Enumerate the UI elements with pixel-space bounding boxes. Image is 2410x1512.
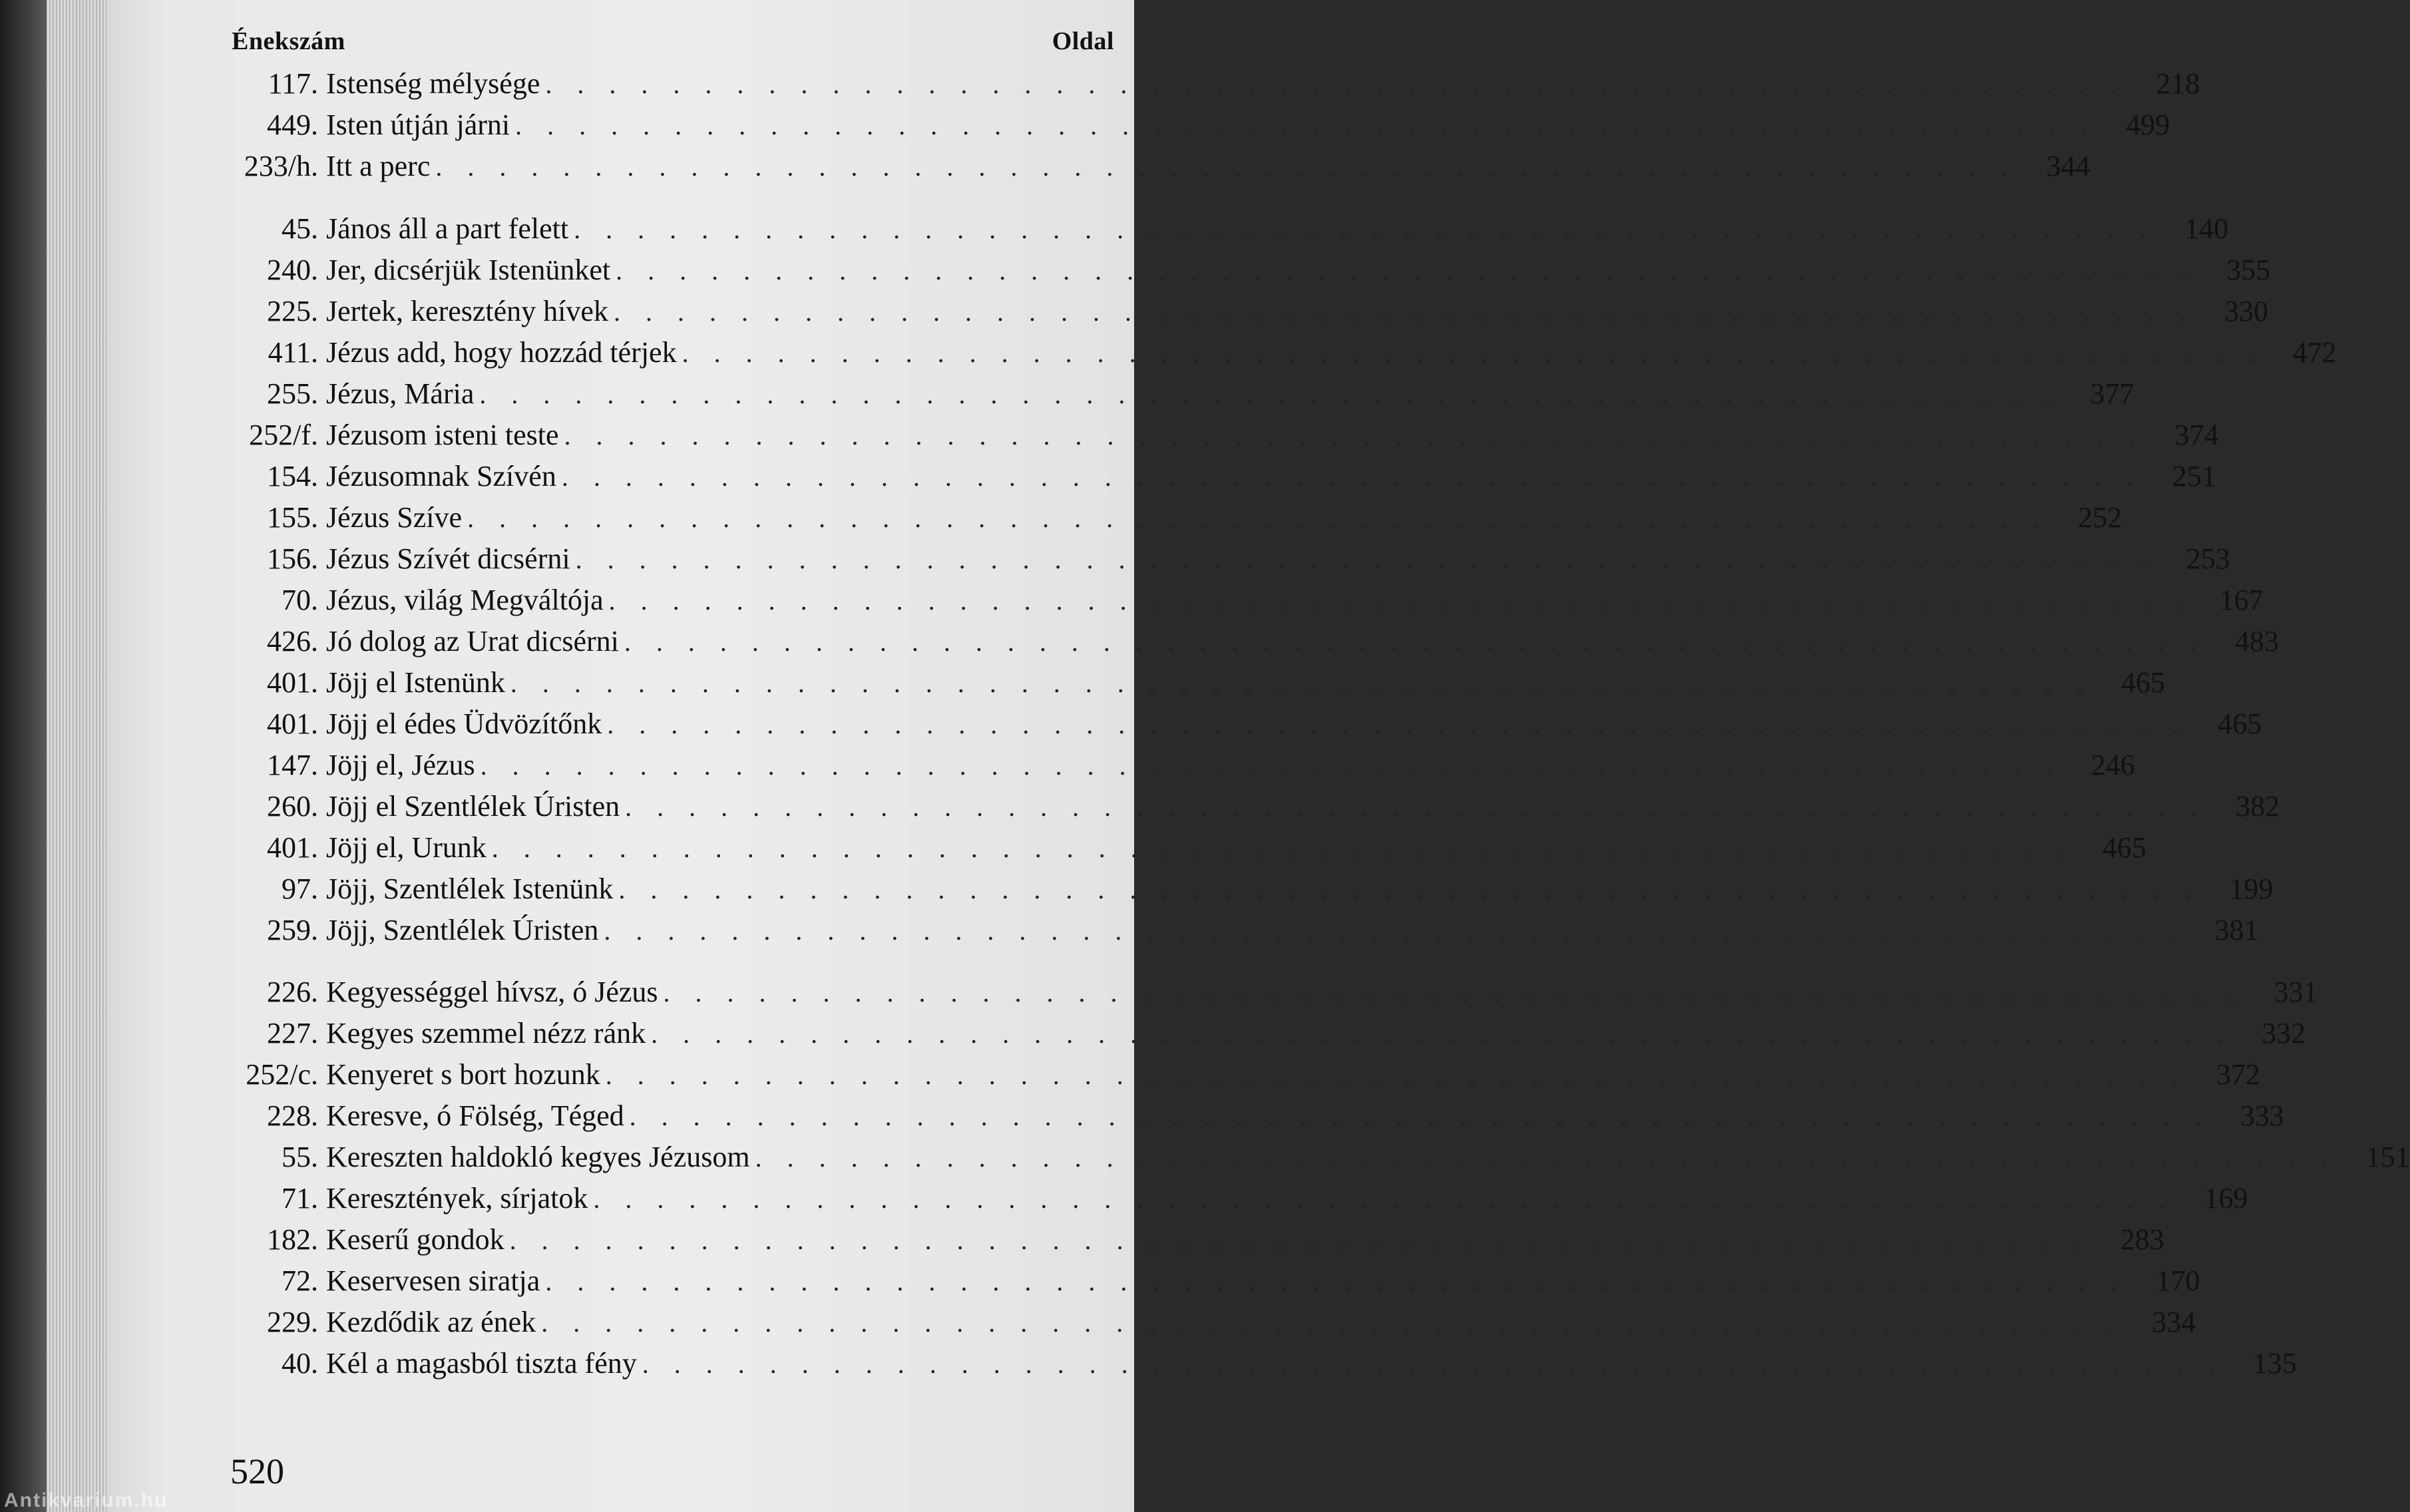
page-number: 465 [2218, 707, 2262, 740]
leader-dots [642, 1344, 2224, 1384]
page-number: 332 [2262, 1017, 2306, 1049]
song-title: Keserű gondok [326, 1223, 504, 1256]
index-entry [226, 457, 2216, 496]
song-number: 255. [267, 377, 318, 410]
leader-dots [479, 375, 2061, 415]
index-entry [226, 64, 2200, 104]
song-number: 97. [282, 872, 318, 905]
page-number: 199 [2229, 872, 2274, 905]
index-entry [226, 663, 2165, 703]
page-folio-number: 520 [230, 1451, 284, 1491]
leader-dots [625, 787, 2206, 827]
song-title: Jézusomnak Szívén [326, 460, 556, 492]
leader-dots [541, 1303, 2122, 1343]
song-title: Jöjj el édes Üdvözítőnk [326, 707, 602, 740]
leader-dots [545, 1262, 2126, 1302]
page-number: 372 [2216, 1058, 2260, 1091]
song-title: Kegyes szemmel nézz ránk [326, 1017, 646, 1049]
leader-dots [574, 210, 2155, 250]
leader-dots [593, 1179, 2174, 1219]
index-entry [226, 972, 2318, 1012]
page-number: 381 [2214, 914, 2259, 946]
page-number: 251 [2172, 460, 2216, 492]
song-title: Keresve, ó Fölség, Téged [326, 1099, 624, 1132]
song-number: 147. [267, 749, 318, 781]
leader-dots [435, 147, 2017, 187]
index-entry [226, 1302, 2196, 1342]
song-number: 71. [282, 1182, 318, 1215]
song-number: 401. [267, 666, 318, 699]
leader-dots [618, 870, 2200, 910]
index-entry [226, 622, 2279, 662]
song-title: Keresztények, sírjatok [326, 1182, 588, 1215]
index-entry [226, 209, 2229, 249]
song-number: 117. [268, 67, 318, 100]
song-number: 226. [267, 976, 318, 1008]
index-entry [226, 910, 2259, 950]
leader-dots [682, 333, 2264, 373]
leader-dots [664, 973, 2245, 1013]
page-number: 483 [2234, 625, 2279, 658]
song-number: 182. [267, 1223, 318, 1256]
song-number: 259. [267, 914, 318, 946]
song-title: Jézus Szíve [326, 501, 463, 534]
page-number: 472 [2292, 336, 2337, 369]
index-entry [226, 1179, 2248, 1219]
leader-dots [481, 746, 2062, 786]
song-number: 252/c. [246, 1058, 318, 1091]
page-number: 374 [2174, 419, 2219, 451]
song-title: János áll a part felett [326, 212, 569, 245]
song-title: Jöjj, Szentlélek Istenünk [326, 872, 614, 905]
song-title: Jöjj el, Urunk [326, 831, 487, 864]
index-entry [226, 374, 2134, 414]
leader-dots [492, 829, 2073, 868]
song-title: Isten útján járni [326, 108, 510, 141]
index-entry [226, 498, 2122, 538]
index-entry [226, 415, 2219, 455]
page-number: 330 [2224, 295, 2268, 327]
leader-dots [614, 292, 2195, 332]
song-title: Kegyességgel hívsz, ó Jézus [326, 976, 658, 1008]
song-title: Itt a perc [326, 150, 431, 182]
page-number: 333 [2240, 1099, 2284, 1132]
page-number: 252 [2078, 501, 2122, 534]
page-number: 140 [2184, 212, 2229, 245]
song-number: 70. [282, 584, 318, 616]
song-title: Jöjj el Istenünk [326, 666, 505, 699]
index-entry [226, 1096, 2284, 1136]
index-entry [226, 580, 2264, 620]
song-number: 225. [267, 295, 318, 327]
index-entry [226, 291, 2268, 331]
page-number: 344 [2046, 150, 2091, 182]
page-number: 499 [2126, 108, 2170, 141]
page-number: 283 [2120, 1223, 2164, 1256]
page-number: 382 [2236, 790, 2280, 823]
song-number: 154. [267, 460, 318, 492]
song-title: Kereszten haldokló kegyes Jézusom [326, 1141, 750, 1173]
song-number: 240. [267, 254, 318, 286]
page-number: 135 [2252, 1347, 2297, 1380]
song-title: Jézus Szívét dicsérni [326, 542, 570, 575]
song-title: Jöjj el Szentlélek Úristen [326, 790, 620, 823]
song-number: 72. [282, 1264, 318, 1297]
song-number: 449. [267, 108, 318, 141]
watermark: Antikvarium.hu [4, 1489, 168, 1511]
song-number: 40. [282, 1347, 318, 1380]
page-number: 355 [2226, 254, 2271, 286]
index-entry [226, 1344, 2297, 1384]
song-number: 401. [267, 831, 318, 864]
column-header-song-number: Énekszám [232, 27, 345, 55]
index-entry [226, 787, 2280, 827]
page-number: 151 [2365, 1141, 2410, 1173]
leader-dots [755, 1138, 2337, 1178]
page-number: 253 [2186, 542, 2230, 575]
song-title: Kezdődik az ének [326, 1306, 536, 1338]
song-title: Jöjj, Szentlélek Úristen [326, 914, 599, 946]
song-number: 156. [267, 542, 318, 575]
leader-dots [609, 581, 2190, 621]
song-title: Jöjj el, Jézus [326, 749, 475, 781]
index-entry [226, 828, 2146, 868]
song-title: Jer, dicsérjük Istenünket [326, 254, 611, 286]
page-number: 331 [2274, 976, 2318, 1008]
song-title: Jertek, keresztény hívek [326, 295, 608, 327]
leader-dots [562, 457, 2143, 497]
song-number: 233/h. [244, 150, 318, 182]
leader-dots [510, 663, 2092, 703]
song-title: Jó dolog az Urat dicsérni [326, 625, 619, 658]
page-number: 170 [2156, 1264, 2200, 1297]
page-number: 246 [2091, 749, 2135, 781]
index-entry [226, 1137, 2410, 1177]
song-number: 227. [267, 1017, 318, 1049]
index-entry [226, 704, 2262, 744]
song-number: 426. [267, 625, 318, 658]
song-title: Keservesen siratja [326, 1264, 540, 1297]
index-entry [226, 1014, 2306, 1053]
leader-dots [510, 1221, 2091, 1260]
page-edges [47, 0, 106, 1512]
song-number: 228. [267, 1099, 318, 1132]
index-entry [226, 250, 2271, 290]
leader-dots [616, 251, 2197, 291]
song-number: 252/f. [249, 419, 318, 451]
song-title: Jézus, Mária [326, 377, 475, 410]
leader-dots [515, 106, 2097, 146]
index-entry [226, 105, 2170, 145]
book-spine [0, 0, 47, 1512]
song-title: Jézus, világ Megváltója [326, 584, 604, 616]
page-number: 334 [2152, 1306, 2196, 1338]
leader-dots [576, 540, 2157, 580]
index-entry [226, 1220, 2164, 1260]
song-title: Kenyeret s bort hozunk [326, 1058, 600, 1091]
song-number: 260. [267, 790, 318, 823]
book-page [106, 0, 2410, 1512]
leader-dots [624, 622, 2206, 662]
page-number: 169 [2204, 1182, 2248, 1215]
leader-dots [630, 1097, 2211, 1137]
song-title: Kél a magasból tiszta fény [326, 1347, 637, 1380]
page-number: 167 [2219, 584, 2264, 616]
song-title: Jézus add, hogy hozzád térjek [326, 336, 677, 369]
leader-dots [651, 1014, 2232, 1054]
page-number: 218 [2156, 67, 2200, 100]
song-number: 229. [267, 1306, 318, 1338]
index-entry [226, 333, 2337, 373]
song-number: 411. [268, 336, 318, 369]
song-number: 401. [267, 707, 318, 740]
song-title: Istenség mélysége [326, 67, 540, 100]
column-header-page: Oldal [1052, 27, 1114, 55]
index-entry [226, 1261, 2200, 1301]
leader-dots [564, 416, 2146, 456]
page-number: 465 [2120, 666, 2165, 699]
song-number: 45. [282, 212, 318, 245]
index-entry [226, 1055, 2260, 1095]
index-entry [226, 539, 2230, 579]
index-entry [226, 146, 2091, 186]
leader-dots [606, 1055, 2187, 1095]
leader-dots [467, 498, 2049, 538]
song-number: 55. [282, 1141, 318, 1173]
leader-dots [545, 65, 2126, 104]
song-number: 155. [267, 501, 318, 534]
leader-dots [604, 911, 2185, 951]
index-entry [226, 869, 2274, 909]
song-title: Jézusom isteni teste [326, 419, 559, 451]
page-number: 465 [2102, 831, 2146, 864]
page-number: 377 [2090, 377, 2134, 410]
leader-dots [607, 705, 2188, 745]
index-entry [226, 745, 2135, 785]
